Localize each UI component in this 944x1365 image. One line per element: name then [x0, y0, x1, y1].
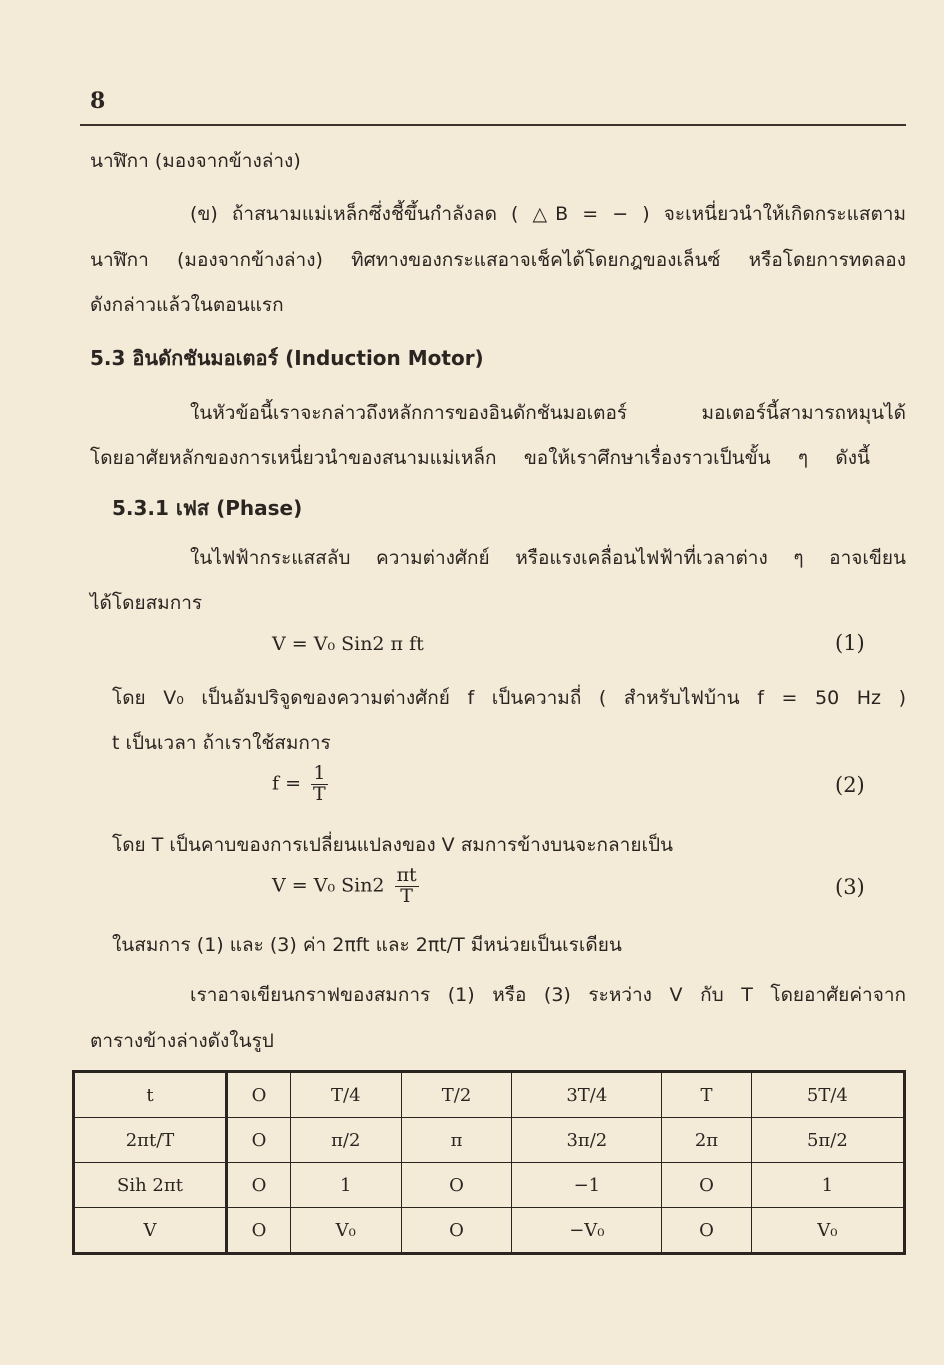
table-cell: 1	[751, 1163, 904, 1208]
fraction	[311, 764, 328, 805]
text-line: โดย T เป็นคาบของการเปลี่ยนแปลงของ V สมการข้างบนจะกลายเป็น	[112, 834, 674, 856]
equation-3-lhs: V = V₀ Sin2	[272, 874, 385, 897]
table-cell: Sih 2πt	[74, 1163, 227, 1208]
table-cell: π	[401, 1118, 512, 1163]
table-row	[74, 1208, 905, 1254]
header-rule	[80, 124, 906, 126]
table-cell: O	[662, 1163, 752, 1208]
text-line: ตารางข้างล่างดังในรูป	[90, 1030, 274, 1052]
table-cell: O	[401, 1208, 512, 1254]
text-line: ดังกล่าวแล้วในตอนแรก	[90, 294, 284, 316]
subsection-heading: 5.3.1 เฟส (Phase)	[112, 496, 303, 520]
text-line: เราอาจเขียนกราฟของสมการ (1) หรือ (3) ระหว่าง V กับ T โดยอาศัยค่าจาก	[190, 984, 906, 1006]
table-cell: −V₀	[512, 1208, 662, 1254]
fraction-denominator: T	[313, 782, 326, 805]
table-cell: 3π/2	[512, 1118, 662, 1163]
table-cell: O	[662, 1208, 752, 1254]
table-cell: T/4	[290, 1072, 401, 1118]
table-cell: V	[74, 1208, 227, 1254]
text-line: ในหัวข้อนี้เราจะกล่าวถึงหลักการของอินดักชันมอเตอร์ มอเตอร์นี้สามารถหมุนได้	[190, 402, 906, 424]
text-line: นาฬิกา (มองจากข้างล่าง) ทิศทางของกระแสอาจเช็คได้โดยกฎของเล็นซ์ หรือโดยการทดลอง	[90, 249, 906, 271]
equation-2	[272, 764, 332, 805]
table-cell: 2πt/T	[74, 1118, 227, 1163]
fraction-numerator: 1	[311, 764, 328, 785]
table-cell: O	[401, 1163, 512, 1208]
table-cell: −1	[512, 1163, 662, 1208]
values-table	[72, 1070, 906, 1255]
section-heading: 5.3 อินดักชันมอเตอร์ (Induction Motor)	[90, 346, 484, 370]
table-cell: V₀	[290, 1208, 401, 1254]
text-line: โดยอาศัยหลักของการเหนี่ยวนำของสนามแม่เหล็ก ขอให้เราศึกษาเรื่องราวเป็นขั้น ๆ ดังนี้	[90, 447, 870, 469]
table-cell: 2π	[662, 1118, 752, 1163]
table-row	[74, 1118, 905, 1163]
table-cell: 5T/4	[751, 1072, 904, 1118]
table-cell: t	[74, 1072, 227, 1118]
table-cell: 1	[290, 1163, 401, 1208]
table-row	[74, 1072, 905, 1118]
text-line: (ข) ถ้าสนามแม่เหล็กซึ่งชี้ขึ้นกำลังลด ( △B = − ) จะเหนี่ยวนำให้เกิดกระแสตาม	[190, 203, 906, 225]
table-cell: V₀	[751, 1208, 904, 1254]
table-cell: O	[227, 1072, 291, 1118]
text-line: ในสมการ (1) และ (3) ค่า 2πft และ 2πt/T มีหน่วยเป็นเรเดียน	[112, 934, 622, 956]
page-number: 8	[90, 88, 106, 114]
text-line: นาฬิกา (มองจากข้างล่าง)	[90, 150, 301, 172]
table-cell: O	[227, 1208, 291, 1254]
text-line: ในไฟฟ้ากระแสสลับ ความต่างศักย์ หรือแรงเคลื่อนไฟฟ้าที่เวลาต่าง ๆ อาจเขียน	[190, 547, 906, 569]
table-cell: π/2	[290, 1118, 401, 1163]
table-cell: O	[227, 1118, 291, 1163]
equation-1-number: (1)	[835, 631, 865, 655]
fraction-numerator: πt	[396, 864, 417, 886]
equation-3	[272, 866, 423, 907]
text-line: t เป็นเวลา ถ้าเราใช้สมการ	[112, 732, 331, 754]
table-cell: 3T/4	[512, 1072, 662, 1118]
fraction-denominator: T	[400, 884, 413, 907]
text-line: ได้โดยสมการ	[90, 592, 203, 614]
table-cell: O	[227, 1163, 291, 1208]
equation-2-number: (2)	[835, 773, 865, 797]
text-line: โดย V₀ เป็นอัมปริจูดของความต่างศักย์ f เป็นความถี่ ( สำหรับไฟบ้าน f = 50 Hz )	[112, 687, 906, 709]
fraction	[395, 866, 419, 907]
equation-1: V = V₀ Sin2 π ft	[272, 633, 424, 655]
table-cell: 5π/2	[751, 1118, 904, 1163]
table-row	[74, 1163, 905, 1208]
equation-3-number: (3)	[835, 875, 865, 899]
equation-2-lhs: f =	[272, 772, 301, 795]
table-cell: T	[662, 1072, 752, 1118]
table-cell: T/2	[401, 1072, 512, 1118]
